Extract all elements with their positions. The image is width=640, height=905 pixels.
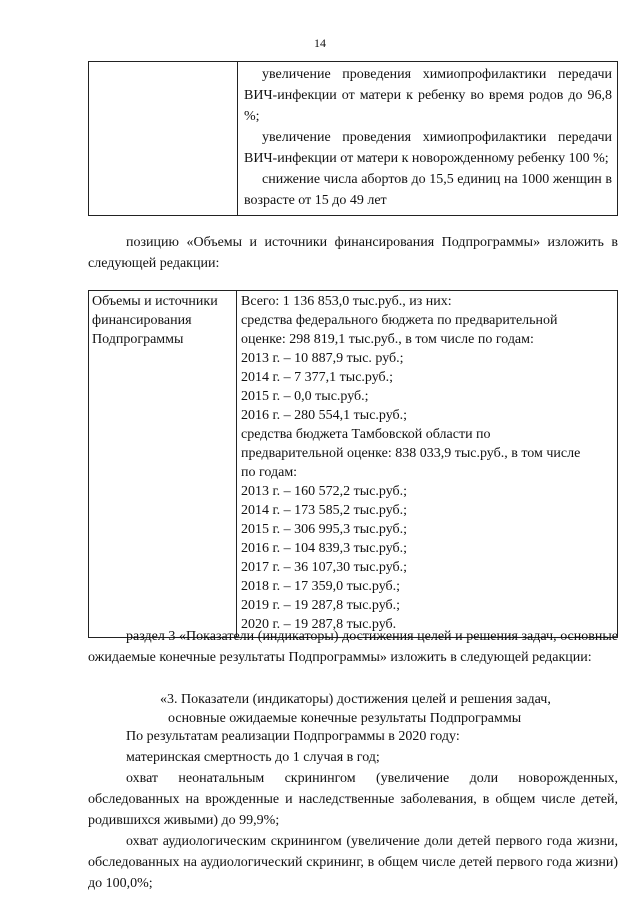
funding-line: 2016 г. – 104 839,3 тыс.руб.;	[241, 541, 408, 556]
indicators-table-fragment	[88, 61, 618, 216]
indicators-cell	[238, 62, 618, 216]
funding-line: средства бюджета Тамбовской области по	[241, 427, 491, 442]
funding-line: 2013 г. – 10 887,9 тыс. руб.;	[241, 351, 404, 366]
funding-line: 2016 г. – 280 554,1 тыс.руб.;	[241, 408, 408, 423]
funding-table	[88, 290, 618, 638]
funding-line: 2017 г. – 36 107,30 тыс.руб.;	[241, 560, 408, 575]
indicator-item: снижение числа абортов до 15,5 единиц на 1000 женщин в возрасте от 15 до 49 лет	[244, 172, 612, 208]
paragraph-audiological-screening: охват аудиологическим скринингом (увеличение доли детей первого года жизни, обследованных на аудиологический скрининг, в общем числе детей первого года жизни) до 100,0%;	[88, 834, 618, 891]
funding-line: по годам:	[241, 465, 298, 480]
funding-line: Всего: 1 136 853,0 тыс.руб., из них:	[241, 294, 452, 309]
indicator-item: увеличение проведения химиопрофилактики передачи ВИЧ-инфекции от матери к новорожденному ребенку 100 %;	[244, 130, 612, 166]
paragraph-section-change: раздел 3 «Показатели (индикаторы) достижения целей и решения задач, основные ожидаемые конечные результаты Подпрограммы» изложить в следующей редакции:	[88, 629, 618, 665]
empty-left-cell	[89, 62, 238, 216]
paragraph-position-change: позицию «Объемы и источники финансирования Подпрограммы» изложить в следующей редакции:	[88, 235, 618, 271]
funding-line: оценке: 298 819,1 тыс.руб., в том числе по годам:	[241, 332, 534, 347]
page-number: 14	[314, 36, 326, 50]
paragraph-results-intro: По результатам реализации Подпрограммы в 2020 году:	[126, 729, 460, 744]
paragraph-maternal-mortality: материнская смертность до 1 случая в год;	[126, 750, 380, 765]
funding-line: средства федерального бюджета по предварительной	[241, 313, 558, 328]
funding-line: предварительной оценке: 838 033,9 тыс.руб., в том числе	[241, 446, 581, 461]
funding-line: 2014 г. – 173 585,2 тыс.руб.;	[241, 503, 408, 518]
funding-label-cell: Объемы и источники финансирования Подпрограммы	[89, 291, 237, 638]
funding-line: 2014 г. – 7 377,1 тыс.руб.;	[241, 370, 394, 385]
funding-line: 2020 г. – 19 287,8 тыс.руб.	[241, 617, 397, 632]
funding-line: 2019 г. – 19 287,8 тыс.руб.;	[241, 598, 401, 613]
funding-line: 2018 г. – 17 359,0 тыс.руб.;	[241, 579, 401, 594]
section-heading-line1: «3. Показатели (индикаторы) достижения целей и решения задач,	[160, 692, 551, 707]
funding-line: 2013 г. – 160 572,2 тыс.руб.;	[241, 484, 408, 499]
paragraph-neonatal-screening: охват неонатальным скринингом (увеличение доли новорожденных, обследованных на врожденные и наследственные заболевания, в общем числе детей, родившихся живыми) до 99,9%;	[88, 771, 618, 828]
funding-values-cell	[237, 291, 618, 638]
indicator-item: увеличение проведения химиопрофилактики передачи ВИЧ-инфекции от матери к ребенку во время родов до 96,8 %;	[244, 67, 612, 124]
funding-line: 2015 г. – 306 995,3 тыс.руб.;	[241, 522, 408, 537]
funding-line: 2015 г. – 0,0 тыс.руб.;	[241, 389, 369, 404]
section-heading-line2: основные ожидаемые конечные результаты Подпрограммы	[168, 711, 522, 726]
